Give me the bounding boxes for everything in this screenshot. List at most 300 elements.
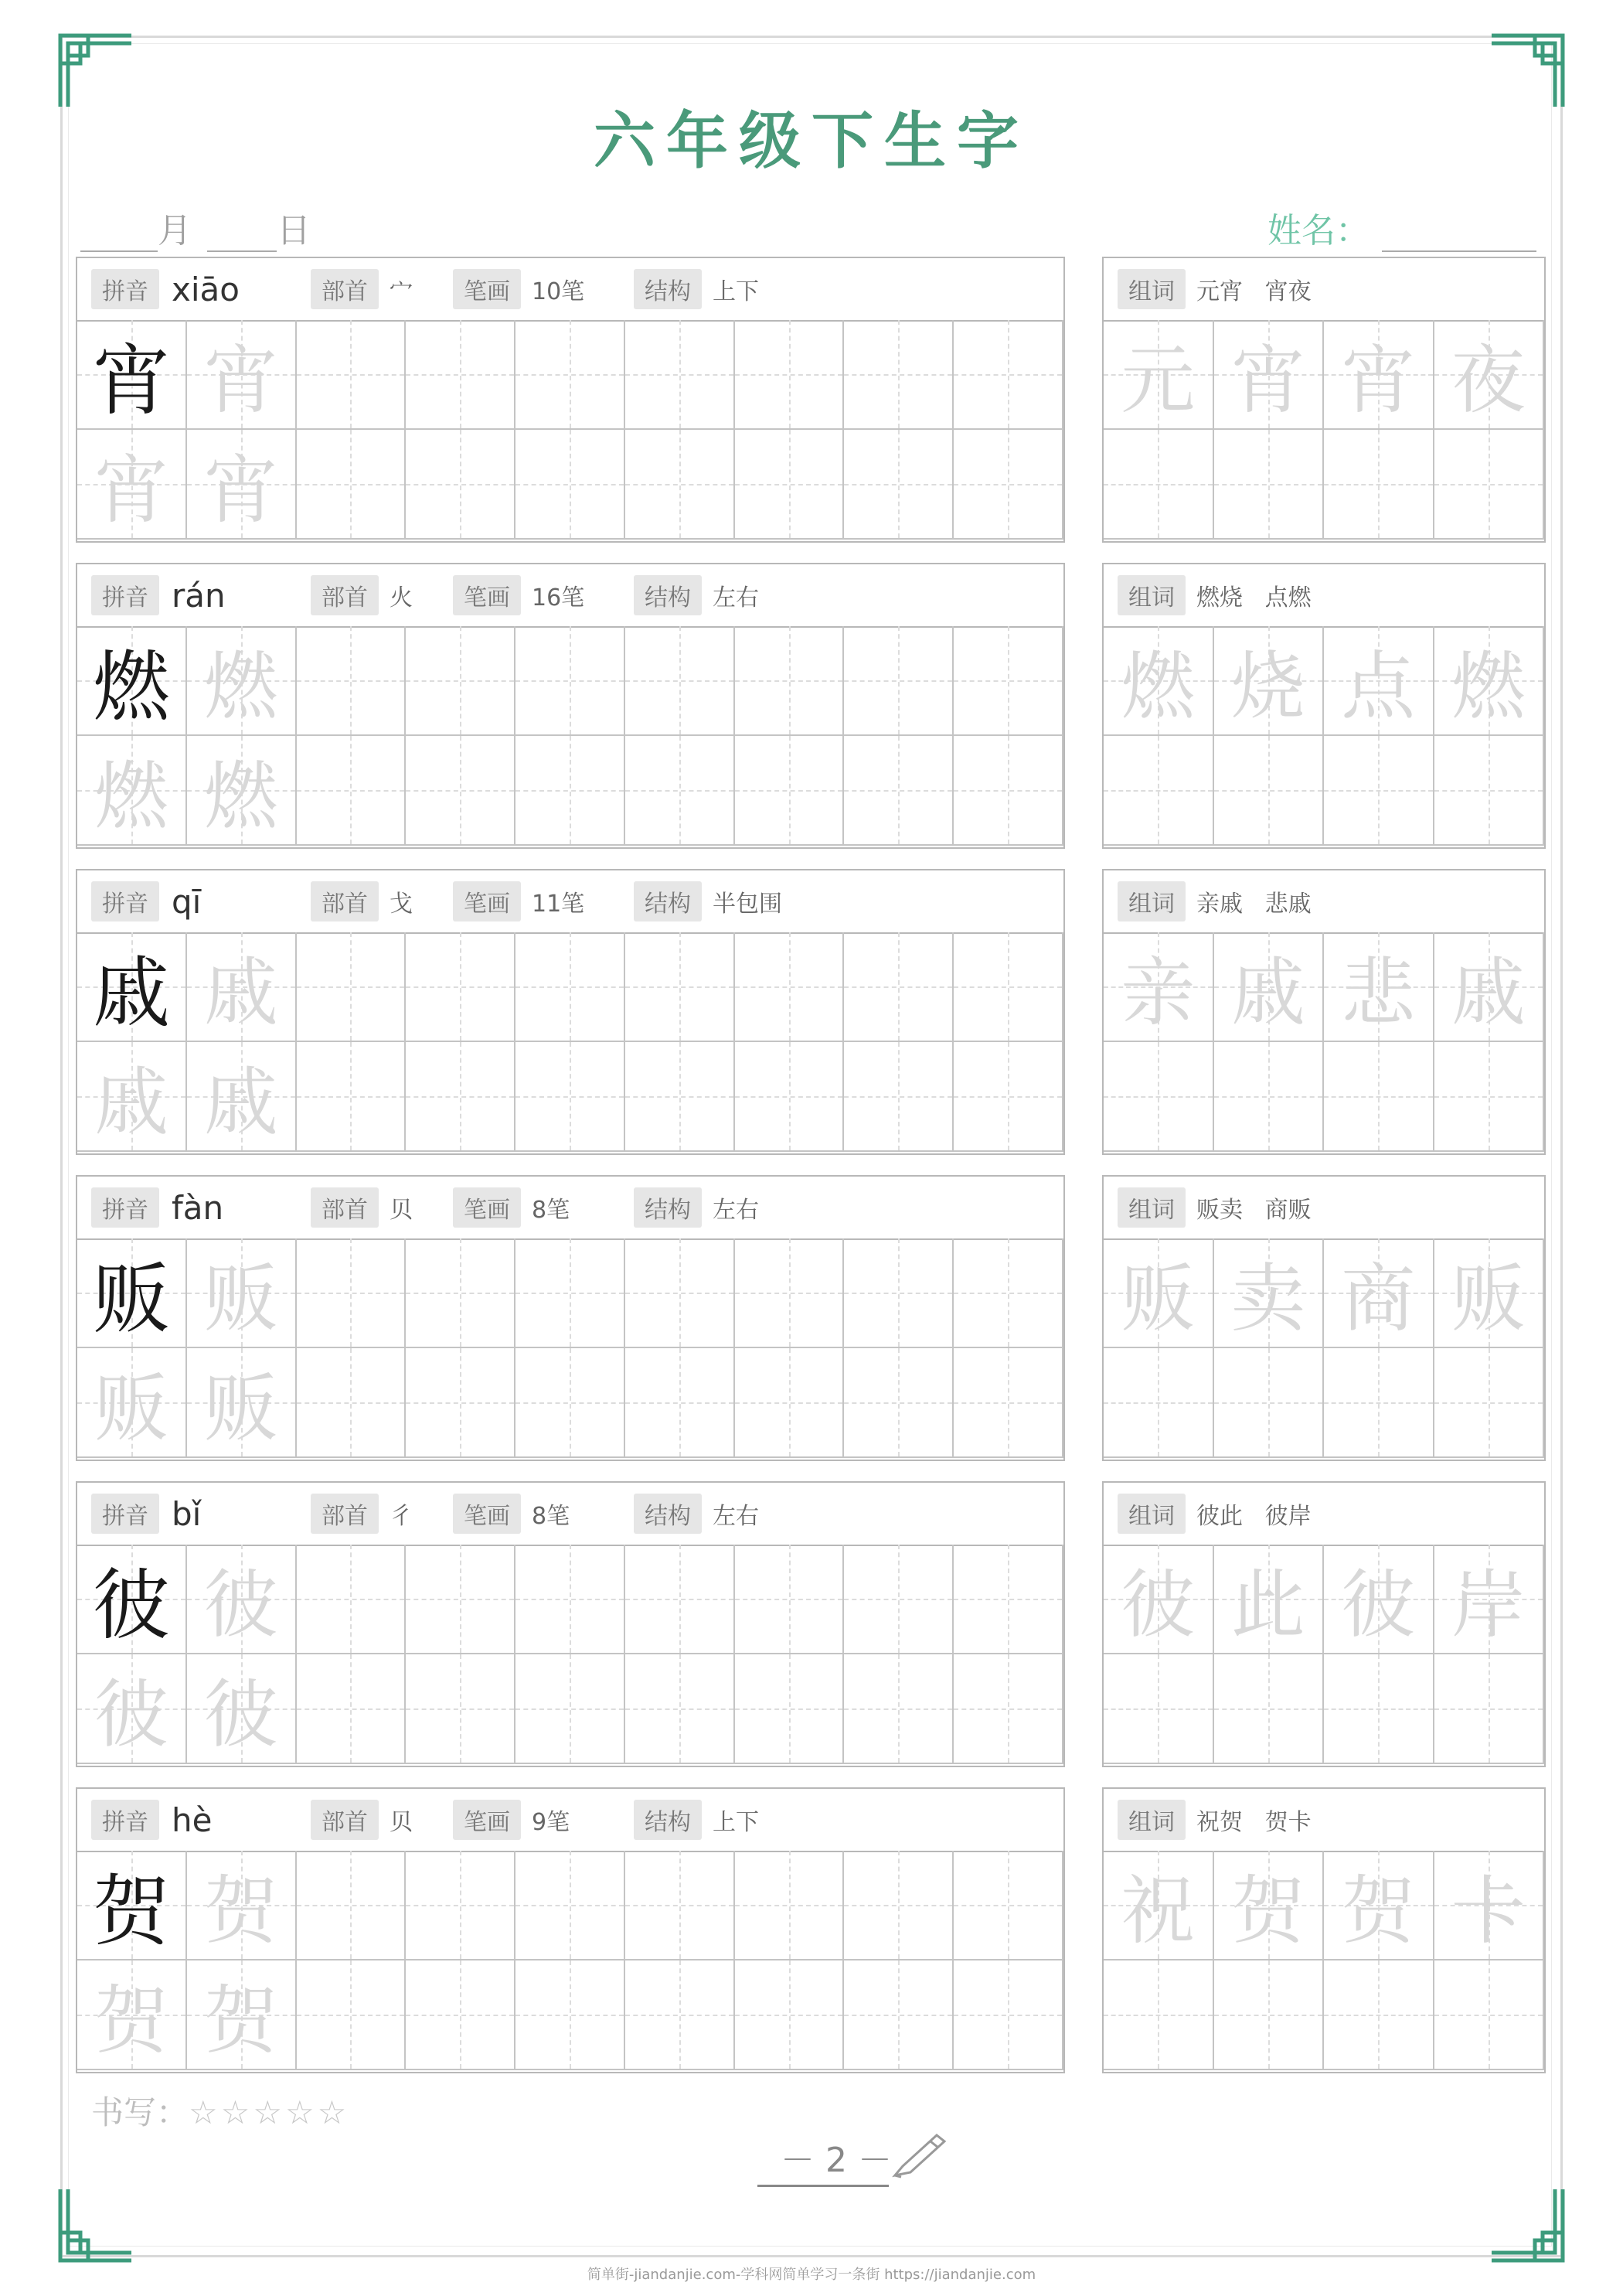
grid-guide-vertical	[789, 1654, 791, 1763]
word-writing-cell[interactable]	[1324, 626, 1434, 736]
word-writing-cell[interactable]	[1214, 1042, 1325, 1152]
word-card	[1102, 1481, 1546, 1767]
word-header	[1104, 1789, 1544, 1852]
word-writing-cell[interactable]	[1434, 1042, 1545, 1152]
grid-guide-vertical	[1268, 430, 1270, 538]
writing-cell[interactable]	[954, 1851, 1063, 1960]
radical-label: 部首	[311, 881, 379, 921]
writing-cell[interactable]	[297, 1654, 407, 1764]
writing-cell[interactable]	[77, 1348, 187, 1458]
writing-cell[interactable]	[406, 736, 515, 846]
word-writing-cell[interactable]	[1214, 430, 1325, 540]
rating-stars[interactable]: ☆☆☆☆☆	[189, 2093, 350, 2131]
writing-cell[interactable]	[77, 1851, 187, 1960]
writing-cell[interactable]	[77, 430, 187, 540]
date-line	[80, 203, 311, 252]
word-writing-cell[interactable]	[1324, 1654, 1434, 1764]
writing-cell[interactable]	[515, 430, 625, 540]
grid-guide-vertical	[1378, 736, 1380, 844]
character-card	[76, 257, 1065, 543]
writing-cell[interactable]	[625, 1042, 735, 1152]
word-writing-cell[interactable]	[1434, 320, 1545, 430]
trace-character: 烧	[1230, 642, 1305, 730]
word-writing-cell[interactable]	[1214, 1851, 1325, 1960]
pen-icon	[889, 2127, 951, 2182]
structure-label: 结构	[634, 881, 702, 921]
grid-guide-vertical	[898, 1851, 900, 1959]
strokes-label: 笔画	[453, 269, 521, 309]
writing-cell[interactable]	[735, 1851, 845, 1960]
grid-guide-vertical	[1008, 932, 1009, 1041]
structure-value: 左右	[713, 584, 759, 611]
grid-guide-vertical	[898, 932, 900, 1041]
strokes-value: 11笔	[532, 891, 585, 918]
grid-guide-vertical	[679, 1042, 681, 1150]
writing-cell[interactable]	[406, 1851, 515, 1960]
grid-guide-vertical	[1158, 430, 1159, 538]
word-writing-cell[interactable]	[1324, 1851, 1434, 1960]
word-writing-cell[interactable]	[1104, 1042, 1214, 1152]
grid-guide-vertical	[350, 1545, 352, 1653]
grid-guide-vertical	[1158, 1654, 1159, 1763]
words-label: 组词	[1118, 1187, 1186, 1228]
writing-cell[interactable]	[77, 1545, 187, 1654]
writing-cell[interactable]	[625, 320, 735, 430]
grid-guide-vertical	[350, 932, 352, 1041]
word-writing-cell[interactable]	[1214, 1960, 1325, 2070]
word-writing-cell[interactable]	[1434, 932, 1545, 1042]
word-header	[1104, 564, 1544, 628]
writing-cell[interactable]	[297, 1851, 407, 1960]
grid-guide-vertical	[460, 1960, 461, 2069]
grid-guide-vertical	[1268, 1348, 1270, 1456]
trace-character: 卖	[1230, 1255, 1305, 1342]
trace-character: 贩	[203, 1255, 278, 1342]
structure-value: 上下	[713, 278, 759, 305]
grid-guide-vertical	[898, 320, 900, 428]
grid-guide-vertical	[898, 1348, 900, 1456]
word-writing-cell[interactable]	[1104, 932, 1214, 1042]
model-character: 贺	[92, 1866, 170, 1957]
writing-cell[interactable]	[735, 430, 845, 540]
trace-character: 戚	[1451, 949, 1526, 1036]
word-writing-cell[interactable]	[1214, 626, 1325, 736]
trace-character: 贺	[203, 1977, 278, 2064]
word-writing-cell[interactable]	[1324, 430, 1434, 540]
writing-cell[interactable]	[954, 1545, 1063, 1654]
writing-cell[interactable]	[954, 320, 1063, 430]
writing-cell[interactable]	[735, 1545, 845, 1654]
word-writing-cell[interactable]	[1104, 1960, 1214, 2070]
pinyin-value: rán	[172, 576, 226, 615]
word-writing-cell[interactable]	[1324, 1238, 1434, 1348]
writing-cell[interactable]	[625, 1348, 735, 1458]
trace-character: 戚	[94, 1058, 168, 1146]
word-writing-cell[interactable]	[1434, 626, 1545, 736]
writing-cell[interactable]	[954, 932, 1063, 1042]
word-writing-cell[interactable]	[1434, 1545, 1545, 1654]
words-value: 燃烧 点燃	[1196, 584, 1312, 611]
writing-cell[interactable]	[406, 626, 515, 736]
grid-guide-vertical	[679, 1348, 681, 1456]
trace-character: 贩	[94, 1364, 168, 1452]
character-card	[76, 1787, 1065, 2073]
grid-guide-vertical	[679, 1851, 681, 1959]
writing-cell[interactable]	[625, 430, 735, 540]
grid-guide-vertical	[570, 430, 571, 538]
word-writing-cell[interactable]	[1104, 736, 1214, 846]
day-blank[interactable]	[207, 211, 277, 252]
writing-cell[interactable]	[77, 1654, 187, 1764]
trace-character: 戚	[203, 1058, 278, 1146]
grid-guide-vertical	[898, 626, 900, 734]
word-writing-cell[interactable]	[1104, 1851, 1214, 1960]
grid-guide-vertical	[789, 1851, 791, 1959]
grid-guide-vertical	[350, 430, 352, 538]
writing-cell[interactable]	[844, 430, 954, 540]
page-number: － 2 －	[781, 2141, 892, 2180]
writing-cell[interactable]	[297, 320, 407, 430]
grid-guide-vertical	[1489, 1960, 1490, 2069]
trace-character: 戚	[203, 949, 278, 1036]
word-writing-cell[interactable]	[1104, 1654, 1214, 1764]
grid-guide-vertical	[898, 1545, 900, 1653]
writing-cell[interactable]	[187, 320, 297, 430]
grid-guide-vertical	[898, 1042, 900, 1150]
word-card	[1102, 257, 1546, 543]
writing-cell[interactable]	[406, 1960, 515, 2070]
writing-cell[interactable]	[297, 1042, 407, 1152]
writing-cell[interactable]	[735, 932, 845, 1042]
writing-cell[interactable]	[187, 1238, 297, 1348]
grid-guide-vertical	[1489, 1348, 1490, 1456]
word-header	[1104, 1483, 1544, 1546]
writing-cell[interactable]	[77, 1238, 187, 1348]
radical-value: 贝	[390, 1197, 413, 1224]
writing-cell[interactable]	[625, 736, 735, 846]
radical-value: 宀	[390, 278, 413, 305]
grid-guide-vertical	[570, 320, 571, 428]
model-character: 燃	[92, 642, 170, 732]
writing-cell[interactable]	[297, 736, 407, 846]
writing-cell[interactable]	[625, 1851, 735, 1960]
grid-guide-vertical	[1008, 736, 1009, 844]
writing-cell[interactable]	[954, 1654, 1063, 1764]
trace-character: 燃	[94, 752, 168, 840]
writing-cell[interactable]	[297, 1238, 407, 1348]
trace-character: 彼	[203, 1561, 278, 1648]
word-writing-cell[interactable]	[1104, 1545, 1214, 1654]
strokes-label: 笔画	[453, 881, 521, 921]
grid-guide-vertical	[679, 626, 681, 734]
grid-guide-vertical	[679, 932, 681, 1041]
writing-cell[interactable]	[515, 1348, 625, 1458]
writing-cell[interactable]	[406, 1238, 515, 1348]
writing-cell[interactable]	[954, 430, 1063, 540]
grid-guide-vertical	[570, 1545, 571, 1653]
word-header	[1104, 258, 1544, 322]
word-writing-cell[interactable]	[1104, 626, 1214, 736]
writing-cell[interactable]	[844, 1238, 954, 1348]
grid-guide-vertical	[570, 1238, 571, 1347]
grid-guide-vertical	[898, 736, 900, 844]
writing-cell[interactable]	[297, 430, 407, 540]
writing-cell[interactable]	[77, 1960, 187, 2070]
writing-cell[interactable]	[297, 932, 407, 1042]
writing-cell[interactable]	[844, 1545, 954, 1654]
writing-cell[interactable]	[735, 736, 845, 846]
writing-cell[interactable]	[844, 1348, 954, 1458]
character-card	[76, 563, 1065, 849]
writing-cell[interactable]	[515, 736, 625, 846]
trace-character: 此	[1230, 1561, 1305, 1648]
writing-cell[interactable]	[515, 1042, 625, 1152]
writing-cell[interactable]	[77, 932, 187, 1042]
word-writing-cell[interactable]	[1324, 1960, 1434, 2070]
source-footer: 简单街-jiandanjie.com-学科网简单学习一条街 https://jiandanjie.com	[587, 2267, 1036, 2283]
grid-guide-vertical	[1008, 1348, 1009, 1456]
pinyin-label: 拼音	[91, 1800, 159, 1840]
word-writing-cell[interactable]	[1434, 736, 1545, 846]
trace-character: 宵	[1341, 336, 1416, 424]
writing-cell[interactable]	[954, 1238, 1063, 1348]
word-writing-cell[interactable]	[1214, 320, 1325, 430]
writing-cell[interactable]	[515, 1654, 625, 1764]
grid-guide-vertical	[460, 1238, 461, 1347]
writing-cell[interactable]	[406, 932, 515, 1042]
writing-cell[interactable]	[77, 626, 187, 736]
word-header	[1104, 1177, 1544, 1240]
writing-cell[interactable]	[187, 1348, 297, 1458]
word-writing-cell[interactable]	[1104, 1238, 1214, 1348]
word-writing-cell[interactable]	[1324, 932, 1434, 1042]
structure-label: 结构	[634, 269, 702, 309]
name-line	[1267, 203, 1536, 252]
character-info-header	[77, 564, 1063, 628]
writing-cell[interactable]	[406, 1545, 515, 1654]
word-writing-cell[interactable]	[1434, 1654, 1545, 1764]
writing-cell[interactable]	[187, 736, 297, 846]
writing-cell[interactable]	[406, 430, 515, 540]
radical-label: 部首	[311, 1800, 379, 1840]
grid-guide-vertical	[1008, 626, 1009, 734]
writing-cell[interactable]	[297, 1545, 407, 1654]
word-writing-cell[interactable]	[1324, 320, 1434, 430]
writing-cell[interactable]	[954, 626, 1063, 736]
grid-guide-vertical	[1489, 430, 1490, 538]
word-writing-cell[interactable]	[1214, 1238, 1325, 1348]
name-blank[interactable]	[1382, 211, 1536, 252]
structure-value: 左右	[713, 1197, 759, 1224]
word-writing-cell[interactable]	[1104, 320, 1214, 430]
grid-guide-vertical	[460, 1545, 461, 1653]
word-writing-cell[interactable]	[1324, 1545, 1434, 1654]
grid-guide-vertical	[350, 1348, 352, 1456]
grid-guide-vertical	[789, 1348, 791, 1456]
trace-character: 燃	[203, 752, 278, 840]
writing-cell[interactable]	[515, 1238, 625, 1348]
writing-cell[interactable]	[844, 1042, 954, 1152]
writing-cell[interactable]	[844, 1960, 954, 2070]
words-label: 组词	[1118, 575, 1186, 615]
word-writing-cell[interactable]	[1324, 736, 1434, 846]
grid-guide-vertical	[789, 1545, 791, 1653]
writing-cell[interactable]	[515, 1545, 625, 1654]
corner-ornament-bottom-right	[1489, 2186, 1566, 2264]
writing-cell[interactable]	[515, 932, 625, 1042]
writing-cell[interactable]	[625, 1545, 735, 1654]
writing-cell[interactable]	[77, 736, 187, 846]
writing-cell[interactable]	[735, 1654, 845, 1764]
writing-cell[interactable]	[187, 1851, 297, 1960]
word-writing-cell[interactable]	[1214, 1654, 1325, 1764]
structure-value: 左右	[713, 1503, 759, 1530]
writing-cell[interactable]	[77, 320, 187, 430]
grid-guide-vertical	[570, 1960, 571, 2069]
writing-cell[interactable]	[297, 1960, 407, 2070]
writing-cell[interactable]	[77, 1042, 187, 1152]
words-label: 组词	[1118, 881, 1186, 921]
grid-guide-vertical	[1008, 1545, 1009, 1653]
writing-cell[interactable]	[406, 1348, 515, 1458]
trace-character: 祝	[1121, 1867, 1196, 1954]
character-info-header	[77, 258, 1063, 322]
page-number-underline	[757, 2185, 889, 2187]
word-writing-cell[interactable]	[1434, 1238, 1545, 1348]
grid-guide-vertical	[570, 1042, 571, 1150]
character-card	[76, 869, 1065, 1155]
writing-cell[interactable]	[515, 1960, 625, 2070]
writing-cell[interactable]	[735, 1042, 845, 1152]
word-writing-cell[interactable]	[1434, 1851, 1545, 1960]
word-writing-cell[interactable]	[1434, 1348, 1545, 1458]
writing-cell[interactable]	[625, 1654, 735, 1764]
writing-cell[interactable]	[735, 626, 845, 736]
writing-cell[interactable]	[625, 1238, 735, 1348]
writing-cell[interactable]	[187, 1960, 297, 2070]
month-blank[interactable]	[80, 211, 158, 252]
grid-guide-vertical	[679, 1238, 681, 1347]
writing-cell[interactable]	[844, 932, 954, 1042]
trace-character: 岸	[1451, 1561, 1526, 1648]
writing-cell[interactable]	[515, 1851, 625, 1960]
writing-cell[interactable]	[625, 626, 735, 736]
writing-cell[interactable]	[844, 1654, 954, 1764]
writing-cell[interactable]	[844, 626, 954, 736]
word-writing-cell[interactable]	[1434, 1960, 1545, 2070]
trace-character: 宵	[203, 446, 278, 533]
word-card	[1102, 1787, 1546, 2073]
word-writing-cell[interactable]	[1214, 932, 1325, 1042]
word-writing-cell[interactable]	[1214, 1545, 1325, 1654]
grid-guide-vertical	[1268, 736, 1270, 844]
writing-cell[interactable]	[625, 932, 735, 1042]
pinyin-value: qī	[172, 882, 202, 921]
writing-cell[interactable]	[735, 1960, 845, 2070]
writing-cell[interactable]	[406, 1654, 515, 1764]
writing-cell[interactable]	[406, 1042, 515, 1152]
grid-guide-vertical	[460, 1348, 461, 1456]
writing-cell[interactable]	[625, 1960, 735, 2070]
grid-guide-vertical	[350, 320, 352, 428]
writing-cell[interactable]	[187, 932, 297, 1042]
grid-guide-vertical	[1008, 1238, 1009, 1347]
trace-character: 彼	[203, 1671, 278, 1758]
trace-character: 贩	[203, 1364, 278, 1452]
word-writing-cell[interactable]	[1214, 736, 1325, 846]
page-title: 六年级下生字	[594, 104, 1029, 177]
trace-character: 夜	[1451, 336, 1526, 424]
words-label: 组词	[1118, 1800, 1186, 1840]
grid-guide-vertical	[1378, 1042, 1380, 1150]
trace-character: 燃	[1121, 642, 1196, 730]
structure-label: 结构	[634, 1187, 702, 1228]
word-card	[1102, 1175, 1546, 1461]
word-writing-cell[interactable]	[1104, 430, 1214, 540]
writing-cell[interactable]	[187, 1654, 297, 1764]
writing-cell[interactable]	[844, 320, 954, 430]
strokes-label: 笔画	[453, 1187, 521, 1228]
grid-guide-vertical	[1378, 1960, 1380, 2069]
trace-character: 彼	[94, 1671, 168, 1758]
model-character: 贩	[92, 1254, 170, 1344]
pinyin-label: 拼音	[91, 1494, 159, 1534]
words-value: 亲戚 悲戚	[1196, 891, 1312, 918]
grid-guide-vertical	[789, 1960, 791, 2069]
writing-cell[interactable]	[954, 1042, 1063, 1152]
grid-guide-vertical	[1489, 736, 1490, 844]
grid-guide-vertical	[1008, 1960, 1009, 2069]
word-writing-cell[interactable]	[1324, 1042, 1434, 1152]
writing-cell[interactable]	[406, 320, 515, 430]
grid-guide-vertical	[460, 1042, 461, 1150]
strokes-value: 8笔	[532, 1503, 570, 1530]
writing-cell[interactable]	[187, 626, 297, 736]
grid-guide-vertical	[350, 1042, 352, 1150]
writing-cell[interactable]	[954, 1348, 1063, 1458]
grid-guide-vertical	[789, 932, 791, 1041]
trace-character: 商	[1341, 1255, 1416, 1342]
word-card	[1102, 563, 1546, 849]
writing-cell[interactable]	[515, 320, 625, 430]
writing-cell[interactable]	[735, 320, 845, 430]
corner-ornament-bottom-left	[57, 2186, 134, 2264]
writing-cell[interactable]	[297, 626, 407, 736]
grid-guide-vertical	[1008, 430, 1009, 538]
grid-guide-vertical	[350, 1654, 352, 1763]
word-writing-cell[interactable]	[1324, 1348, 1434, 1458]
writing-cell[interactable]	[954, 1960, 1063, 2070]
writing-cell[interactable]	[735, 1348, 845, 1458]
word-writing-cell[interactable]	[1434, 430, 1545, 540]
writing-cell[interactable]	[187, 1545, 297, 1654]
writing-cell[interactable]	[187, 430, 297, 540]
word-writing-cell[interactable]	[1104, 1348, 1214, 1458]
writing-cell[interactable]	[844, 1851, 954, 1960]
radical-value: 贝	[390, 1809, 413, 1836]
writing-cell[interactable]	[954, 736, 1063, 846]
grid-guide-vertical	[1489, 1654, 1490, 1763]
character-info-header	[77, 1177, 1063, 1240]
writing-cell[interactable]	[515, 626, 625, 736]
writing-cell[interactable]	[844, 736, 954, 846]
writing-cell[interactable]	[187, 1042, 297, 1152]
word-writing-cell[interactable]	[1214, 1348, 1325, 1458]
character-info-header	[77, 870, 1063, 934]
writing-cell[interactable]	[297, 1348, 407, 1458]
writing-cell[interactable]	[735, 1238, 845, 1348]
trace-character: 亲	[1121, 949, 1196, 1036]
